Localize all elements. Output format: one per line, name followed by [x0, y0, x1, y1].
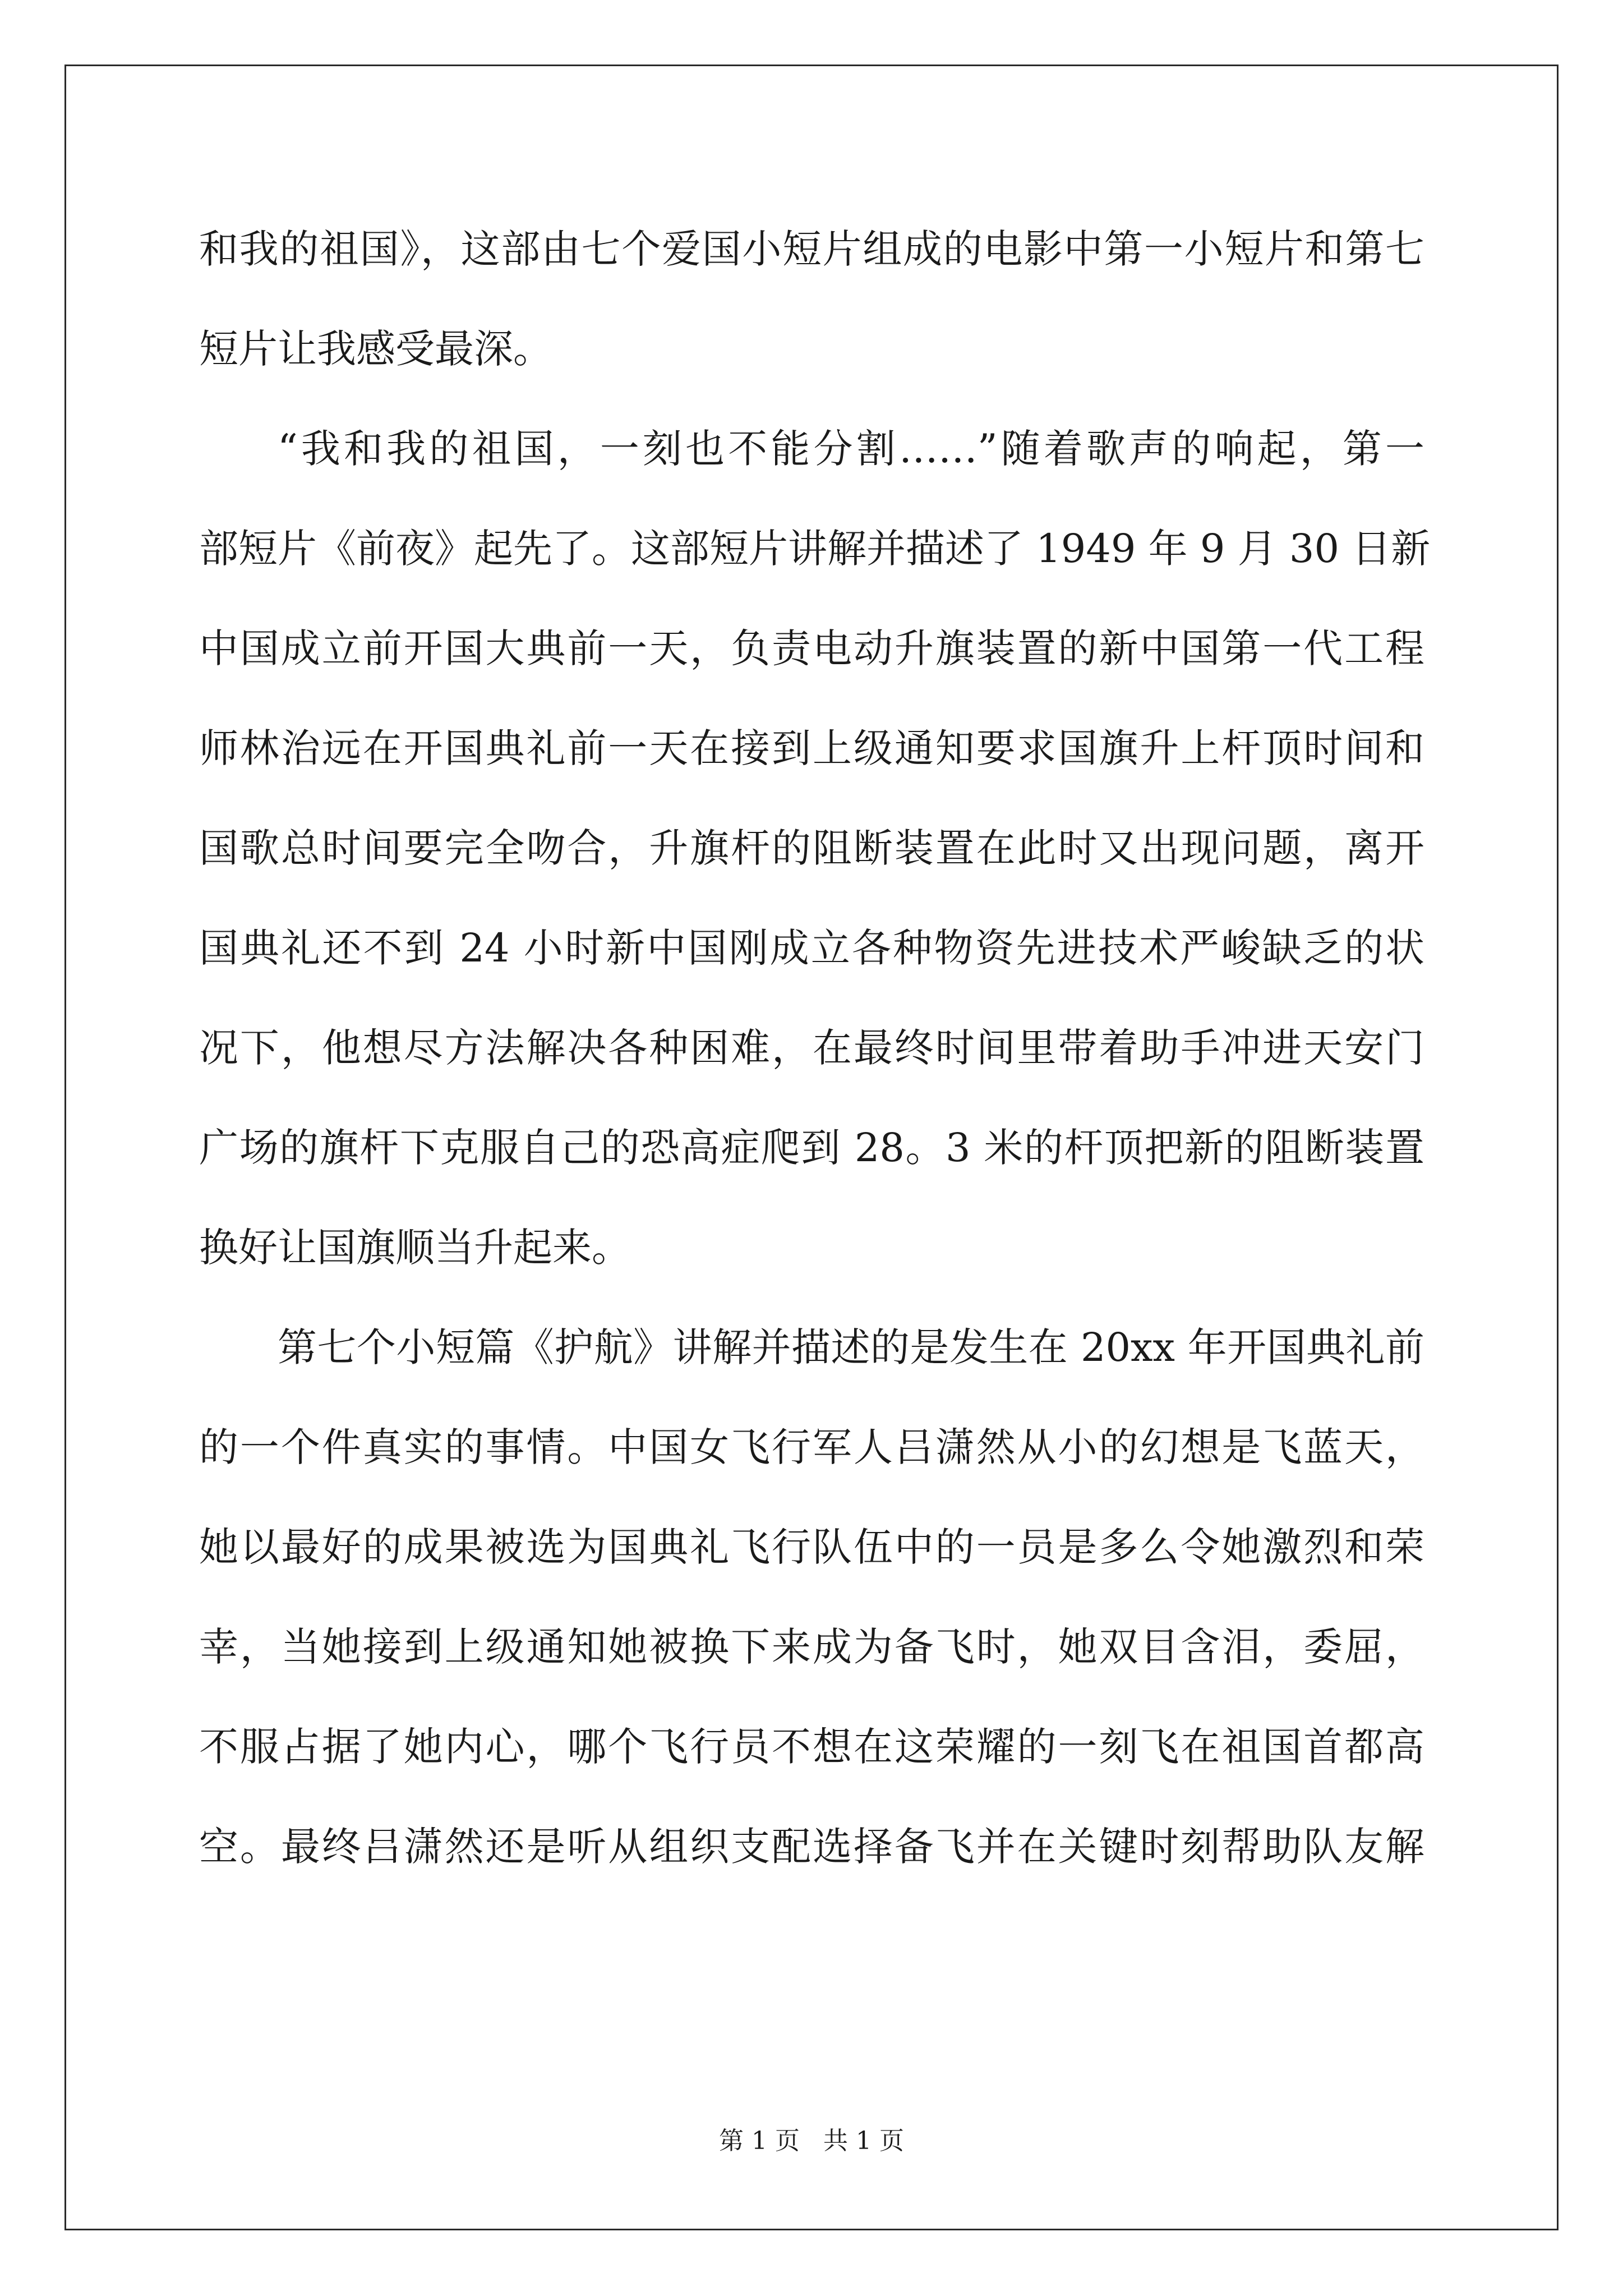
text-line: “我和我的祖国，一刻也不能分割……”随着歌声的响起，第一	[278, 426, 1424, 472]
page-footer	[0, 2120, 1623, 2156]
text-line: 中国成立前开国大典前一天，负责电动升旗装置的新中国第一代工程	[199, 625, 1424, 671]
text-line: 国歌总时间要完全吻合，升旗杆的阻断装置在此时又出现问题，离开	[199, 825, 1424, 871]
text-line: 空。最终吕潇然还是听从组织支配选择备飞并在关键时刻帮助队友解	[199, 1824, 1424, 1870]
text-line: 和我的祖国》，这部由七个爱国小短片组成的电影中第一小短片和第七	[199, 226, 1424, 272]
text-line: 第七个小短篇《护航》讲解并描述的是发生在 20xx 年开国典礼前	[278, 1324, 1424, 1370]
text-line: 的一个件真实的事情。中国女飞行军人吕潇然从小的幻想是飞蓝天，	[199, 1424, 1424, 1470]
text-line: 部短片《前夜》起先了。这部短片讲解并描述了 1949 年 9 月 30 日新	[199, 526, 1431, 572]
text-line: 换好让国旗顺当升起来。	[199, 1225, 631, 1271]
text-line: 国典礼还不到 24 小时新中国刚成立各种物资先进技术严峻缺乏的状	[199, 925, 1424, 971]
document-body	[199, 199, 1431, 1897]
page-total: 共 1 页	[823, 2127, 904, 2155]
text-line: 她以最好的成果被选为国典礼飞行队伍中的一员是多么令她激烈和荣	[199, 1524, 1424, 1570]
text-line: 不服占据了她内心，哪个飞行员不想在这荣耀的一刻飞在祖国首都高	[199, 1724, 1424, 1770]
text-line: 况下，他想尽方法解决各种困难，在最终时间里带着助手冲进天安门	[199, 1025, 1424, 1071]
text-line: 短片让我感受最深。	[199, 326, 552, 372]
text-line: 师林治远在开国典礼前一天在接到上级通知要求国旗升上杆顶时间和	[199, 725, 1424, 771]
page-number: 第 1 页	[719, 2127, 800, 2155]
text-line: 广场的旗杆下克服自己的恐高症爬到 28。3 米的杆顶把新的阻断装置	[199, 1125, 1424, 1171]
text-line: 幸，当她接到上级通知她被换下来成为备飞时，她双目含泪，委屈，	[199, 1624, 1424, 1670]
